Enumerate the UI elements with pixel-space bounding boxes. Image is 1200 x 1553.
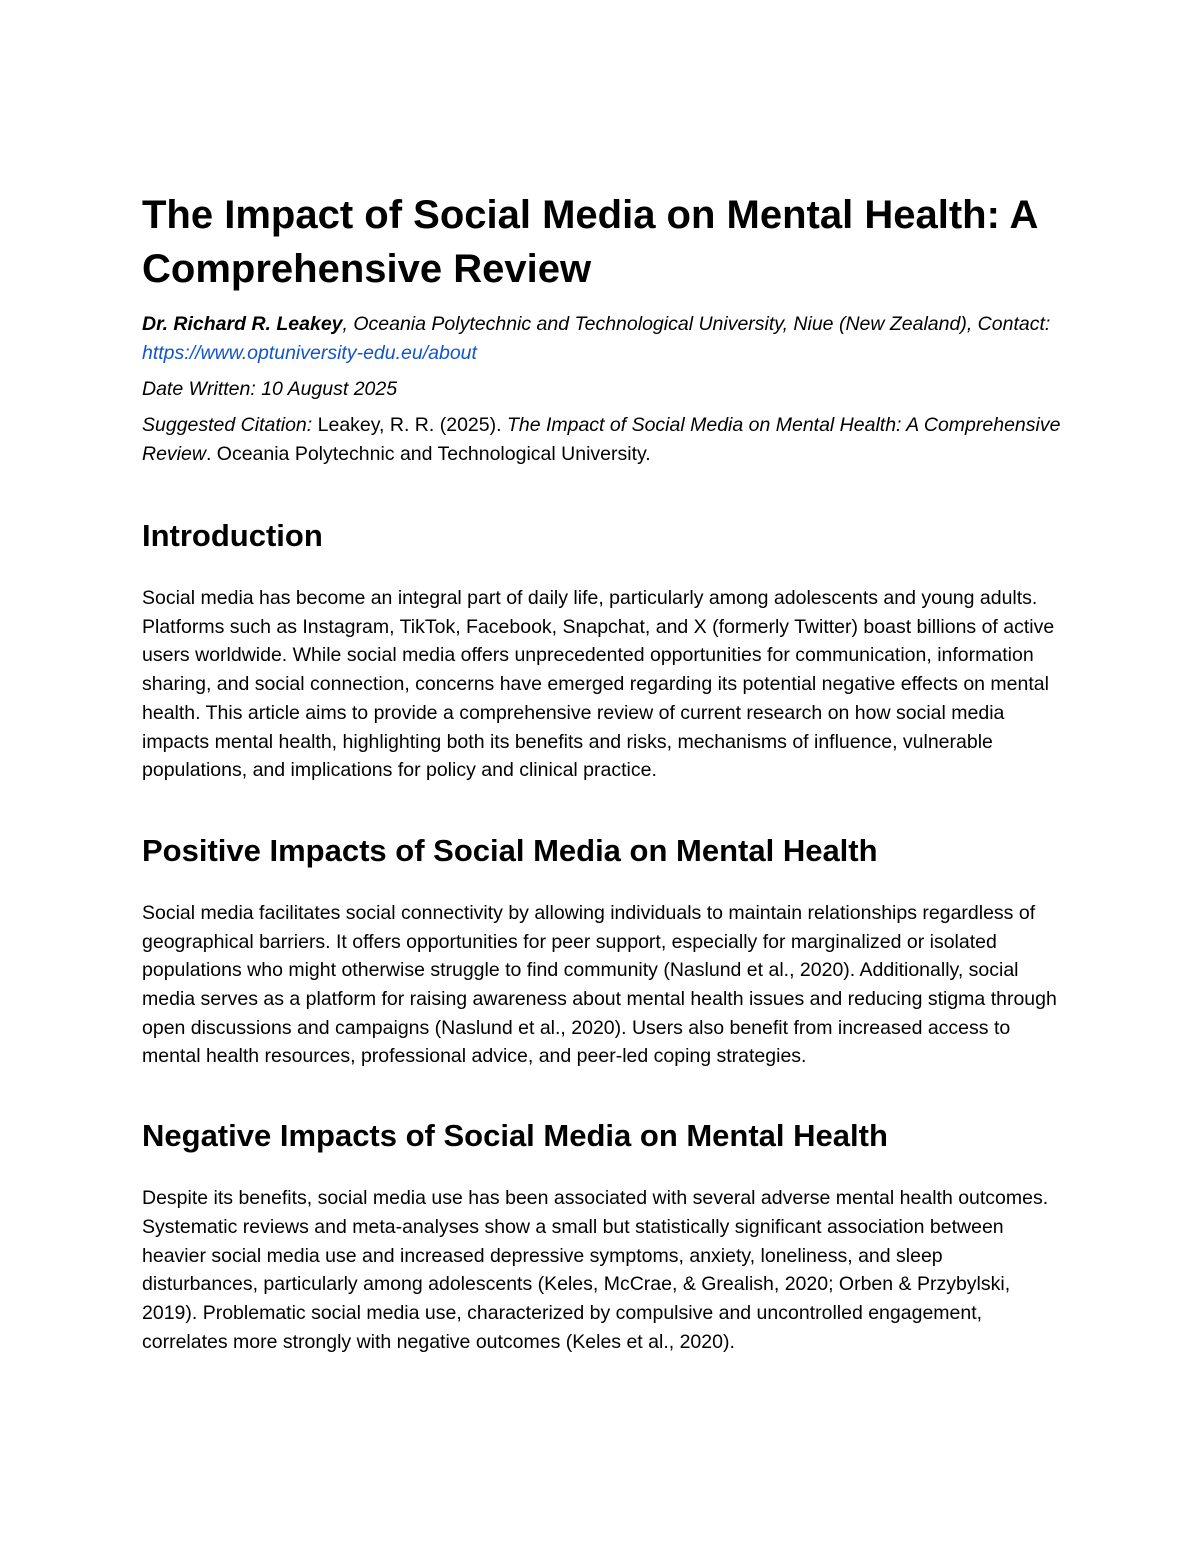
- section-body-positive-impacts: Social media facilitates social connectivity by allowing individuals to maintain relationships regardless of geographical barriers. It offers opportunities for peer support, especially for marginalized or isolated populations who might otherwise struggle to find community (Naslund et al., 2020). Additionally, social media serves as a platform for raising awareness about mental health issues and reducing stigma through open discussions and campaigns (Naslund et al., 2020). Users also benefit from increased access to mental health resources, professional advice, and peer-led coping strategies.: [142, 901, 1057, 1068]
- contact-link[interactable]: https://www.optuniversity-edu.eu/about: [142, 342, 477, 364]
- author-line: [142, 310, 1062, 368]
- document-page: [142, 188, 1062, 1356]
- section-heading-negative-impacts: Negative Impacts of Social Media on Mental Health: [142, 1118, 888, 1154]
- author-affiliation: , Oceania Polytechnic and Technological University, Niue (New Zealand), Contact:: [342, 313, 1051, 335]
- section-heading-positive-impacts: Positive Impacts of Social Media on Mental Health: [142, 832, 878, 868]
- author-name: Dr. Richard R. Leakey: [142, 313, 343, 335]
- citation-authors: Leakey, R. R. (2025).: [317, 414, 507, 436]
- citation-publisher: . Oceania Polytechnic and Technological University.: [205, 443, 651, 465]
- date-written: Date Written: 10 August 2025: [142, 378, 398, 400]
- citation-label: Suggested Citation:: [142, 414, 318, 436]
- section-body-negative-impacts: Despite its benefits, social media use has been associated with several adverse mental health outcomes. Systematic reviews and meta-analyses show a small but statistically significant association between heavier social media use and increased depressive symptoms, anxiety, loneliness, and sleep disturbances, particularly among adolescents (Keles, McCrae, & Grealish, 2020; Orben & Przybylski, 2019). Problematic social media use, characterized by compulsive and uncontrolled engagement, correlates more strongly with negative outcomes (Keles et al., 2020).: [142, 1187, 1049, 1353]
- suggested-citation: [142, 411, 1062, 469]
- section-heading-introduction: Introduction: [142, 518, 323, 553]
- section-body-introduction: Social media has become an integral part of daily life, particularly among adolescents and young adults. Platforms such as Instagram, TikTok, Facebook, Snapchat, and X (formerly Twitter) boast billions of active users worldwide. While social media offers unprecedented opportunities for communication, information sharing, and social connection, concerns have emerged regarding its potential negative effects on mental health. This article aims to provide a comprehensive review of current research on how social media impacts mental health, highlighting both its benefits and risks, mechanisms of influence, vulnerable populations, and implications for policy and clinical practice.: [142, 587, 1055, 782]
- document-title: The Impact of Social Media on Mental Health: A Comprehensive Review: [142, 193, 1037, 291]
- citation-work-title: The Impact of Social Media on Mental Health: A Comprehensive Review: [142, 414, 1061, 465]
